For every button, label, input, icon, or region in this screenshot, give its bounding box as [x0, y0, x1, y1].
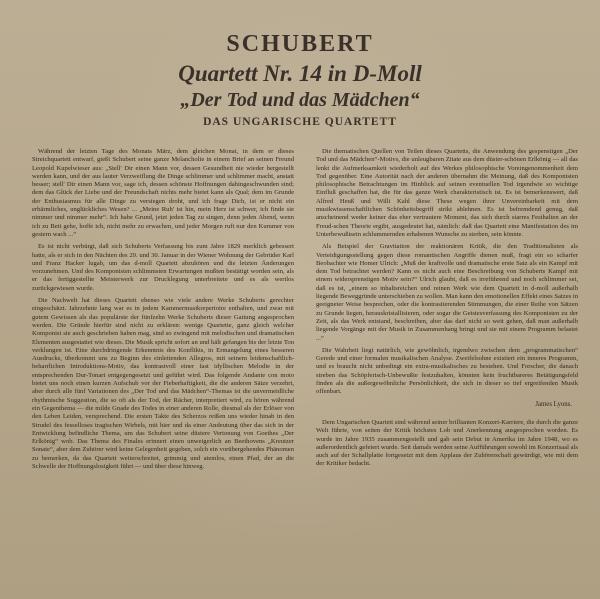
- header: [0, 30, 600, 128]
- liner-notes-left-column: [32, 148, 294, 475]
- paragraph: Als Beispiel der Gravitation der reaktionären Kritik, die den Traditionalisten als Verteidigungsstellung gegen diese romantischen Angriffe dienen muß, fragt ein so scharfer Beobachter wie Homer Ulrich: „Muß der kraftvolle und dramatische erste Satz als ein Kampf mit dem Tod betrachtet werden? Kann es nicht auch eine Beschreibung von Schuberts Kampf mit einem widersprenstigen Motiv sein?“ Ulrich glaubt, daß es irreführend und noch schlimmer sei, daß es ist, „einem so inhaltsreichen und reinen Werk wie dem Quartett in d-moll außerhalb liegende Beweggründe unterschieben zu wollen. Man kann den emotionellen Effekt eines Satzes in geeigneter Weise besprechen, oder die kontrastierenden Stimmungen, die einer Reihe von Sätzen zu Grunde liegen, herauskristallisieren, oder sogar die Geistesverfassung des Komponisten zu der Zeit, als das Werk entstand, beschreiben, aber das darf nicht so weit gehen, daß man außerhalb liegende Vorgänge mit der Musik in Zusammenhang bringt und sie mit einem Programm belastet ...“: [316, 243, 578, 342]
- paragraph: Während der letzten Tage des Monats März, dem gleichen Monat, in dem er dieses Streichquartett entwarf, gießt Schubert seine ganze Melancholie in einem Brief an seinen Freund Leopold Kupelwieser aus: „Stell' Dir einen Mann vor, dessen Gesundheit nie wieder hergestellt werden kann, und der aus lauter Verzweiflung die Dinge schlimmer und schlimmer macht, anstatt besser; stell' Dir einen Mann vor, sage ich, dessen schönste Hoffnungen dahingeschwunden sind; dem das Glück der Liebe und der Freundschaft nichts mehr bietet kann als Qual; dem im Grunde der Enthusiasmus für alle Dinge zu versiegen droht, und ich frage Dich, ist er nicht ein erbärmliches, unglückliches Wesen? ... „Meine Ruh' ist hin, mein Herz ist schwer, ich finde sie nimmer und nimmer mehr“. Ich habe Grund, jetzt jeden Tag zu singen, denn jeden Abend, wenn ich zu Bett gehe, hoffe ich, nicht mehr zu erwachen, und jeder Morgen ruft nur den Kummer von gestern wach ...“: [32, 148, 294, 238]
- author-signature: James Lyons.: [535, 400, 572, 408]
- paragraph: Die Nachwelt hat dieses Quartett ebenso wie viele andere Werke Schuberts gerechter eingeschätzt. Jahrzehnte lang war es in jedem Kammermusikrepertoire enthalten, und zwar mit gutem Gewissen als das populärste der fünfzehn Werke Schuberts dieser Gattung angesprochen werden. Die Gründe hierfür sind nicht zu erklären: wenige Quartette, ganz gleich welcher Komponist sie auch geschrieben haben mag, sind so zwingend mit melodischen und dramatischen Elementen ausgestattet wie dieses. Die Musik spricht sofort an und hält gefangen bis der letzte Ton verklungen ist. Eine durchdringende Erkenntnis des Konflikts, in Ermangelung eines besseren Ausdrucks, überkommt uns zu Beginn des einleitenden Allegros, mit seinem leidenschaftlich-beharrlichen Introduktions-Motiv, das kontrastvoll einer fast idyllischen Melodie in der entsprechenden Dur-Tonart entgegengesetzt und geführt wird. Das folgende Andante con moto bietet uns noch einen kurzen Aufschub vor der Fieberhaftigkeit, die die anderen Sätze verzehrt, aber durch alle fünf Variationen des „Der Tod und das Mädchen“-Themas ist die unvermeidliche rhythmische Suggestion, die so oft als der Tod, der Rächer, interpretiert wird, zu hören während ein Gegenthema — die milde Gnade des Todes in einer anderen Rolle, diesmal als der Erlöser von den Leben Leiden, versprechend. Die ersten Takte des Scherzos reißen uns wieder hinab in den Strudel des fesselloses tragischen Wirbels, mit hier und da einer Andeutung über das sich in der Entwicklung befindliche Thema, um das Schubert seine düstere Vertonung von Goethes „Der Erlkönig“ wob. Das Thema des Finales erinnert einen unweigerlich an Beethovens „Kreutzer Sonate“, aber dem Zuhörer wird keine Gelegenheit gegeben, solch ein vorübergehendes Phänomen zu bemerken, da das Quartett weiterschreitet, grimmig und atemlos, einen Pfad, der an die Schwelle der Hoffnungslosigkeit führt — und über diese hinweg.: [32, 297, 294, 470]
- paragraph: Es ist nicht verbürgt, daß sich Schuberts Verfassung bis zum Jahre 1829 merklich gebessert hatte, als er sich in den Nächten des 29. und 30. Januar in der Wiener Wohnung der Gebrüder Karl und Franz Hacker lugab, um das d-moll Quartett abzuhören und die letzten Änderungen vorzunehmen. Und des Komponisten schlimmsten Erwartungen mußten bestätigt worden sein, als er das fertiggestellte Meisterwerk zur Drucklegung unterbreitete und es als wertlos zurückgewiesen wurde.: [32, 243, 294, 292]
- performer-name: DAS UNGARISCHE QUARTETT: [203, 116, 397, 128]
- performer-bio-paragraph: Dem Ungarischen Quartett sind während seiner brillianten Konzert-Karriere, die durch die ganze Welt führte, von seiten der Kritik höchstes Lob und Anerkennung ausgesprochen worden. Es wurde im Jahre 1935 zusammengestellt und gab sein Debut in Amerika im Jahre 1948, wo es außerordentlich gefeiert wurde. Seit damals werden seine Aufführungen sowohl im Konzertsaal als auch auf der Schallplatte fortgesetzt mit dem Applaus der Zuhörerschaft gewürdigt, wie mit dem der Kritiker bedacht.: [316, 418, 578, 468]
- paragraph: Die Wahrheit liegt natürlich, wie gewöhnlich, irgendwo zwischen dem „programmatischen“ Gerede und einer formalen musikalischen Analyse. Zweifelsohne existiert ein inneres Programm, und es braucht nicht unbedingt ein extra-musikalisches zu bestehen. Und Forscher, die danach streben das Schöpferisch-Unbewußte festzuhalten, könnten kein fruchtbareres Betätigungsfeld finden als die außergewöhnliche Persönlichkeit, die sich in dieser so tief ergreifenden Musik offenbart.: [316, 346, 578, 396]
- work-subtitle: „Der Tod und das Mädchen“: [180, 89, 420, 111]
- paragraph: Die thematischen Quellen von Teilen dieses Quartetts, die Anwendung des gespenstigen „Der Tod und das Mädchen“-Motivs, die unleugbaren Zitate aus dem düster-schönen Erlkönig — all das lenkt die Aufmerksamkeit wiederholt auf des Werkes philosophische Voreingenommenheit dem Tod gegenüber. Eine Autorität nach der anderen übernahm die Meinung, daß des Komponisten philosophische Betrachtungen im Hinblick auf seinen eventuellen Tod irgendwie so wichtige Einfluß geschaffen hat, die für das ganze Werk charakteristisch ist. Es ist bemerkenswert, daß Alfred Heuß und Willi Kahl diese These wegen ihrer Unvereinbarkeit mit dem musikwissenschaftlichen Schönheitsbegriff strikt ablehnen. Es ist befremdend genug, daß anscheinend weder keiner das eher vertrautere Moment, das sich durch starres Festhalten an der Freud-schen Theorie ergibt, ausgedeutet hat, nämlich: daß das Quartett eine Manifestation des im Unterbewußtsein schlummernden erhabenen Wunsche zu sterben, sein könnte.: [316, 148, 578, 238]
- liner-notes-right-column: [316, 148, 578, 473]
- composer-title: SCHUBERT: [226, 31, 374, 57]
- work-title: Quartett Nr. 14 in D-Moll: [178, 61, 422, 86]
